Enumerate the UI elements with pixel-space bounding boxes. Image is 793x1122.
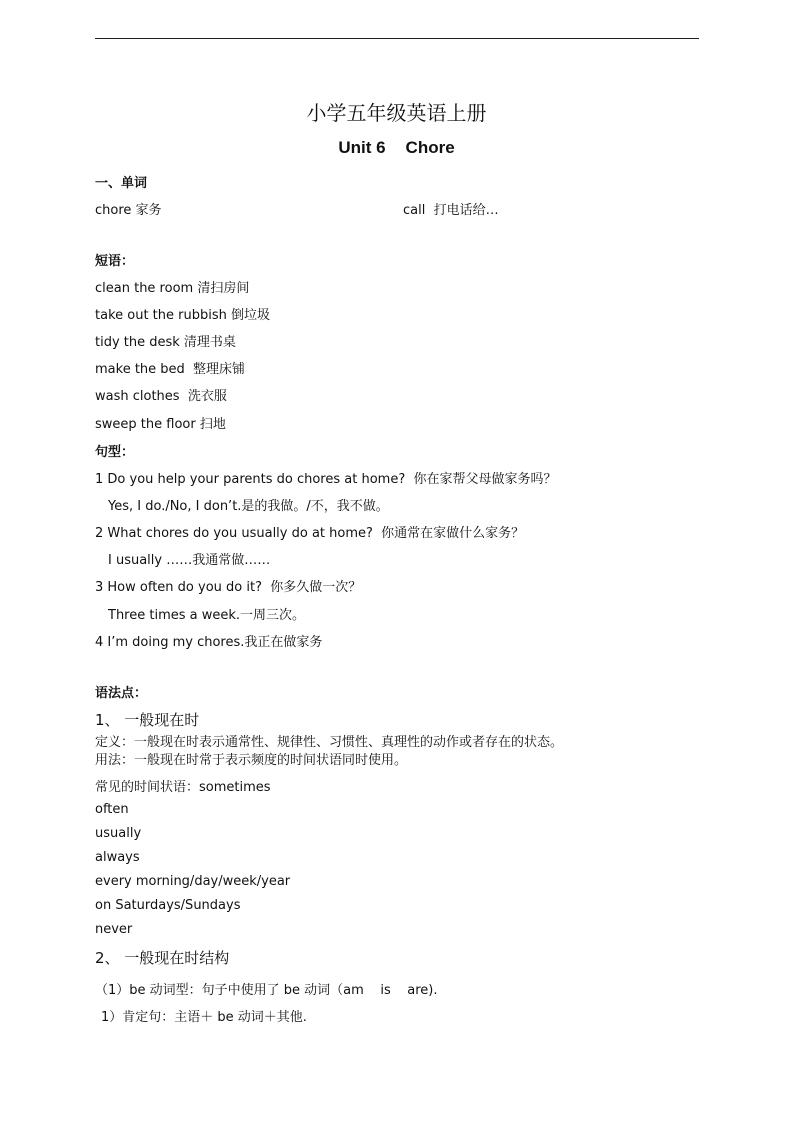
affirmative-sentence: 1）肯定句：主语＋ be 动词＋其他.: [101, 1010, 307, 1025]
header-rule: [95, 38, 699, 39]
sentence-item: 1 Do you help your parents do chores at home? 你在家帮父母做家务吗？: [95, 472, 557, 487]
phrase-item: take out the rubbish 倒垃圾: [95, 308, 270, 323]
adverb-item: never: [95, 922, 133, 937]
be-verb-type: （1）be 动词型：句子中使用了 be 动词（am is are).: [95, 983, 438, 998]
vocab-heading: 一、单词: [95, 176, 148, 191]
sentence-answer: Yes, I do./No, I don’t.是的我做。/不，我不做。: [108, 499, 389, 514]
adverb-item: usually: [95, 826, 142, 841]
phrase-item: clean the room 清扫房间: [95, 281, 250, 296]
adverb-item: always: [95, 850, 140, 865]
sentence-item: 3 How often do you do it? 你多久做一次？: [95, 580, 362, 595]
adverbs-label: 常见的时间状语：sometimes: [95, 780, 271, 795]
vocab-word: chore 家务: [95, 203, 162, 218]
phrase-item: sweep the floor 扫地: [95, 417, 226, 432]
grammar-usage: 用法：一般现在时常于表示频度的时间状语同时使用。: [95, 753, 408, 768]
grammar-definition: 定义：一般现在时表示通常性、规律性、习惯性、真理性的动作或者存在的状态。: [95, 735, 564, 750]
adverb-item: often: [95, 802, 129, 817]
phrase-item: make the bed 整理床铺: [95, 362, 246, 377]
adverb-item: every morning/day/week/year: [95, 874, 291, 889]
grammar-section-title: 2、 一般现在时结构: [95, 949, 230, 967]
phrase-item: tidy the desk 清理书桌: [95, 335, 236, 350]
vocab-word: call 打电话给…: [403, 203, 499, 218]
unit-name: Chore: [405, 138, 455, 157]
phrase-item: wash clothes 洗衣服: [95, 389, 227, 404]
sentence-item: 4 I’m doing my chores.我正在做家务: [95, 635, 323, 650]
sentence-item: 2 What chores do you usually do at home? 你通常在家做什么家务？: [95, 526, 525, 541]
grammar-heading: 语法点：: [95, 686, 148, 701]
sentence-answer: I usually ……我通常做……: [108, 553, 271, 568]
adverb-item: on Saturdays/Sundays: [95, 898, 241, 913]
unit-label: Unit 6: [338, 138, 386, 157]
unit-heading: [0, 138, 793, 158]
phrases-heading: 短语：: [95, 254, 135, 269]
grammar-section-title: 1、 一般现在时: [95, 711, 200, 729]
sentences-heading: 句型：: [95, 445, 135, 460]
document-title: 小学五年级英语上册: [306, 101, 487, 125]
sentence-answer: Three times a week.一周三次。: [108, 608, 306, 623]
